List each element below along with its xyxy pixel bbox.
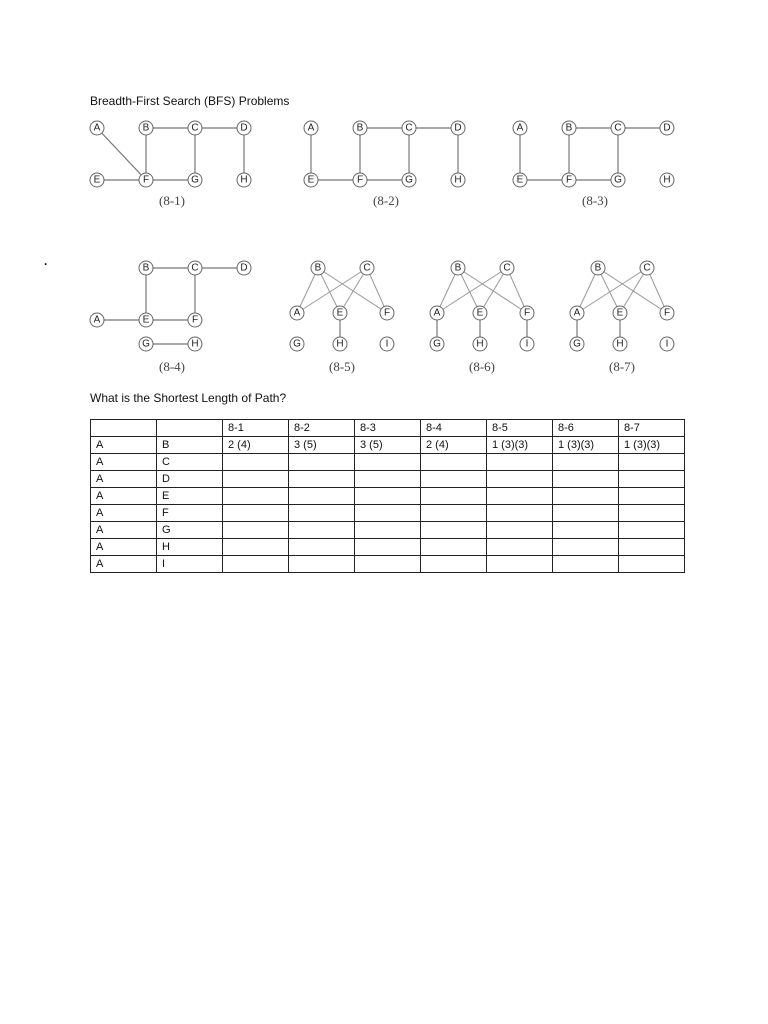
node-label: H [476, 338, 484, 350]
table-cell [355, 556, 421, 573]
table-cell: 1 (3)(3) [553, 437, 619, 454]
node-label: D [240, 262, 248, 274]
table-cell [553, 505, 619, 522]
node-label: I [525, 338, 529, 350]
table-cell: E [157, 488, 223, 505]
table-cell: A [91, 539, 157, 556]
node-label: A [93, 122, 101, 134]
table-cell [619, 471, 685, 488]
table-cell [487, 505, 553, 522]
header-cell: 8-5 [487, 420, 553, 437]
table-cell [223, 539, 289, 556]
node-label: G [405, 174, 413, 186]
node-label: C [643, 262, 651, 274]
graph-caption: (8-4) [159, 359, 185, 374]
table-cell [355, 522, 421, 539]
graph-caption: (8-5) [329, 359, 355, 374]
header-cell: 8-7 [619, 420, 685, 437]
node-label: C [363, 262, 371, 274]
table-cell [619, 539, 685, 556]
table-cell [619, 556, 685, 573]
table-cell: 3 (5) [355, 437, 421, 454]
table-cell: H [157, 539, 223, 556]
table-cell [289, 539, 355, 556]
table-cell [421, 505, 487, 522]
node-label: A [307, 122, 315, 134]
table-row [91, 522, 685, 539]
node-label: E [93, 174, 101, 186]
table-cell [421, 471, 487, 488]
node-label: H [616, 338, 624, 350]
node-label: A [293, 307, 301, 319]
table-cell [421, 488, 487, 505]
node-label: E [616, 307, 624, 319]
table-cell [553, 556, 619, 573]
node-label: E [516, 174, 524, 186]
table-cell: 1 (3)(3) [487, 437, 553, 454]
node-label: F [191, 314, 199, 326]
graph-8-1 [88, 118, 258, 210]
node-label: C [405, 122, 413, 134]
graph-8-2 [302, 118, 472, 210]
node-label: A [93, 314, 101, 326]
table-cell: C [157, 454, 223, 471]
table-cell [289, 454, 355, 471]
table-cell: A [91, 454, 157, 471]
node-label: B [594, 262, 602, 274]
node-label: I [385, 338, 389, 350]
table-cell [223, 522, 289, 539]
table-cell: D [157, 471, 223, 488]
node-label: G [433, 338, 441, 350]
page-title: Breadth-First Search (BFS) Problems [90, 94, 290, 108]
table-cell [421, 522, 487, 539]
node-label: G [573, 338, 581, 350]
table-cell [553, 488, 619, 505]
table-cell [289, 556, 355, 573]
table-cell [223, 488, 289, 505]
table-cell: 2 (4) [421, 437, 487, 454]
graph-8-7 [568, 258, 678, 376]
table-cell [355, 471, 421, 488]
table-cell [289, 505, 355, 522]
graph-caption: (8-7) [609, 359, 635, 374]
table-cell [487, 488, 553, 505]
table-cell [223, 454, 289, 471]
table-row [91, 454, 685, 471]
table-cell: A [91, 522, 157, 539]
question-text: What is the Shortest Length of Path? [90, 391, 287, 405]
table-cell: I [157, 556, 223, 573]
table-cell [619, 505, 685, 522]
header-cell: 8-1 [223, 420, 289, 437]
node-label: F [142, 174, 150, 186]
table-cell [553, 454, 619, 471]
node-label: H [454, 174, 462, 186]
node-label: F [356, 174, 364, 186]
node-label: G [191, 174, 199, 186]
table-cell [223, 471, 289, 488]
table-cell [487, 522, 553, 539]
node-label: H [336, 338, 344, 350]
table-cell [355, 454, 421, 471]
graph-caption: (8-2) [373, 193, 399, 208]
node-label: E [307, 174, 315, 186]
graph-8-3 [511, 118, 681, 210]
node-label: H [663, 174, 671, 186]
table-cell: A [91, 471, 157, 488]
node-label: E [336, 307, 344, 319]
table-cell [487, 556, 553, 573]
node-label: E [142, 314, 150, 326]
table-cell [355, 488, 421, 505]
node-label: H [191, 338, 199, 350]
node-label: A [516, 122, 524, 134]
node-label: B [356, 122, 364, 134]
table-cell [223, 505, 289, 522]
table-cell [289, 471, 355, 488]
table-cell [553, 471, 619, 488]
node-label: G [142, 338, 150, 350]
header-cell: 8-3 [355, 420, 421, 437]
table-cell: B [157, 437, 223, 454]
table-cell [421, 454, 487, 471]
node-label: B [142, 122, 150, 134]
node-label: D [454, 122, 462, 134]
table-cell: 1 (3)(3) [619, 437, 685, 454]
node-label: D [240, 122, 248, 134]
table-cell [289, 488, 355, 505]
node-label: F [523, 307, 531, 319]
node-label: C [191, 262, 199, 274]
table-cell: A [91, 488, 157, 505]
node-label: F [565, 174, 573, 186]
table-cell: A [91, 437, 157, 454]
table-cell [487, 471, 553, 488]
node-label: B [142, 262, 150, 274]
table-cell: 3 (5) [289, 437, 355, 454]
table-header-row [91, 420, 685, 437]
table-row [91, 556, 685, 573]
node-label: B [565, 122, 573, 134]
header-cell [157, 420, 223, 437]
header-cell: 8-4 [421, 420, 487, 437]
table-cell [553, 539, 619, 556]
table-cell [355, 539, 421, 556]
stray-bullet: . [44, 254, 48, 268]
path-length-table [90, 419, 685, 573]
table-row [91, 471, 685, 488]
node-label: G [293, 338, 301, 350]
node-label: C [191, 122, 199, 134]
table-cell [223, 556, 289, 573]
node-label: E [476, 307, 484, 319]
graph-caption: (8-6) [469, 359, 495, 374]
header-cell: 8-2 [289, 420, 355, 437]
table-cell [619, 488, 685, 505]
node-label: D [663, 122, 671, 134]
graph-8-5 [288, 258, 398, 376]
node-label: H [240, 174, 248, 186]
table-cell [487, 454, 553, 471]
table-cell: A [91, 505, 157, 522]
node-label: F [383, 307, 391, 319]
header-cell [91, 420, 157, 437]
node-label: G [614, 174, 622, 186]
table-cell: 2 (4) [223, 437, 289, 454]
graph-caption: (8-3) [582, 193, 608, 208]
table-cell [553, 522, 619, 539]
graph-8-6 [428, 258, 538, 376]
node-label: A [433, 307, 441, 319]
table-cell: G [157, 522, 223, 539]
table-cell [619, 522, 685, 539]
table-cell [619, 454, 685, 471]
node-label: B [454, 262, 462, 274]
node-label: A [573, 307, 581, 319]
table-cell [289, 522, 355, 539]
table-row [91, 505, 685, 522]
graph-caption: (8-1) [159, 193, 185, 208]
node-label: I [665, 338, 669, 350]
node-label: C [614, 122, 622, 134]
table-cell [355, 505, 421, 522]
header-cell: 8-6 [553, 420, 619, 437]
table-cell [487, 539, 553, 556]
graph-8-4 [88, 258, 258, 376]
table-row [91, 437, 685, 454]
table-row [91, 488, 685, 505]
node-label: C [503, 262, 511, 274]
table-cell: F [157, 505, 223, 522]
node-label: B [314, 262, 322, 274]
node-label: F [663, 307, 671, 319]
table-cell: A [91, 556, 157, 573]
table-row [91, 539, 685, 556]
table-cell [421, 539, 487, 556]
table-cell [421, 556, 487, 573]
